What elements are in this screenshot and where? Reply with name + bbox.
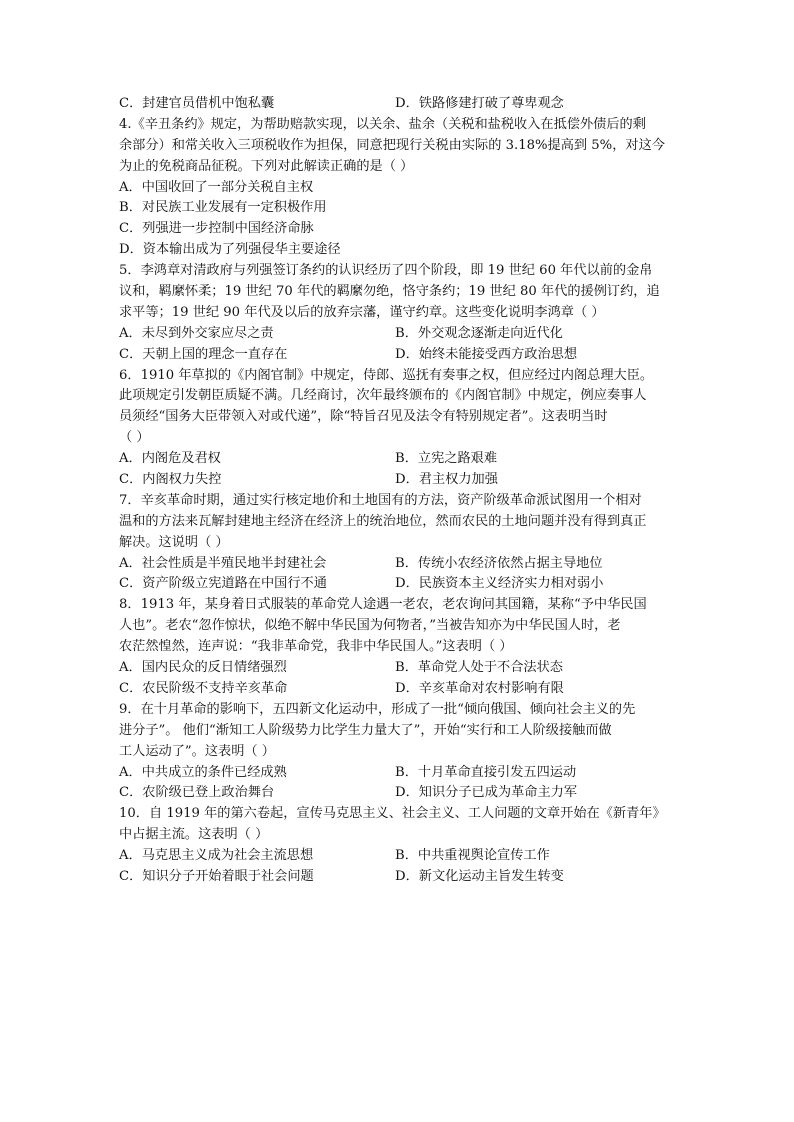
question-9-stem-line: 9．在十月革命的影响下，五四新文化运动中，形成了一批“倾向俄国、倾向社会主义的先 (119, 701, 636, 717)
q8-option-a[interactable]: A．国内民众的反日情绪强烈 (119, 660, 287, 676)
q10-option-b[interactable]: B．中共重视舆论宣传工作 (395, 848, 550, 864)
question-7-stem-line: 7．辛亥革命时期，通过实行核定地价和土地国有的方法，资产阶级革命派试图用一个相对 (119, 492, 642, 508)
q8-option-b[interactable]: B．革命党人处于不合法状态 (395, 660, 563, 676)
question-5-stem-line: 求平等；19 世纪 90 年代及以后的放弃宗藩，谨守约章。这些变化说明李鸿章（ ） (119, 304, 605, 320)
q9-options-cd (119, 783, 693, 804)
q7-options-ab (119, 554, 693, 575)
question-6-stem-line: （ ） (119, 430, 150, 446)
question-7-stem-line: 解决。这说明（ ） (119, 534, 229, 550)
q7-option-a[interactable]: A．社会性质是半殖民地半封建社会 (119, 555, 327, 571)
q10-option-a[interactable]: A．马克思主义成为社会主流思想 (119, 848, 314, 864)
q9-options-ab (119, 763, 693, 784)
q9-option-a[interactable]: A．中共成立的条件已经成熟 (119, 764, 287, 780)
q8-options-ab (119, 658, 693, 679)
question-8-stem-line: 农茫然惶然，连声说：“我非革命党，我非中华民国人。”这表明（ ） (119, 639, 513, 655)
question-7 (119, 491, 693, 595)
q5-option-b[interactable]: B．外交观念逐渐走向近代化 (395, 325, 563, 341)
q3-option-d[interactable]: D．铁路修建打破了尊卑观念 (395, 96, 564, 111)
question-5-stem-line: 议和，羁縻怀柔；19 世纪 70 年代的羁縻勿绝，恪守条约；19 世纪 80 年代的援例订约，追 (119, 284, 660, 300)
q5-options-ab (119, 324, 693, 345)
question-10-stem-line: 中占据主流。这表明（ ） (119, 827, 269, 843)
question-5-stem-line: 5．李鸿章对清政府与列强签订条约的认识经历了四个阶段，即 19 世纪 60 年代以前的金帛 (119, 263, 653, 279)
q7-option-c[interactable]: C．资产阶级立宪道路在中国行不通 (119, 576, 327, 592)
q8-options-cd (119, 679, 693, 700)
q5-options-cd (119, 345, 693, 366)
q7-options-cd (119, 574, 693, 595)
question-6-stem-line: 员须经“国务大臣带领入对或代递”，除“特旨召见及法令有特别规定者”。这表明当时 (119, 409, 608, 425)
question-6-stem-line: 6．1910 年草拟的《内阁官制》中规定，侍郎、巡抚有奏事之权，但应经过内阁总理大臣。 (119, 367, 654, 383)
question-6-stem-line: 此项规定引发朝臣质疑不满。几经商讨，次年最终颁布的《内阁官制》中规定，例应奏事人 (119, 388, 647, 404)
q4-option-c[interactable]: C．列强进一步控制中国经济命脉 (119, 221, 314, 237)
question-6 (119, 366, 693, 491)
q9-option-d[interactable]: D．知识分子已成为革命主力军 (395, 785, 578, 801)
q3-option-c[interactable]: C．封建官员借机中饱私囊 (119, 96, 275, 111)
question-8-stem-line: 人也”。老农“忽作惊状，似绝不解中华民国为何物者，”当被告知亦为中华民国人时，老 (119, 618, 621, 634)
q10-options-cd (119, 867, 693, 888)
question-4-stem-line: 为止的免税商品征税。下列对此解读正确的是（ ） (119, 158, 414, 174)
q6-option-b[interactable]: B．立宪之路艰难 (395, 451, 498, 467)
q7-option-b[interactable]: B．传统小农经济依然占据主导地位 (395, 555, 603, 571)
q7-option-d[interactable]: D．民族资本主义经济实力相对弱小 (395, 576, 604, 592)
question-7-stem-line: 温和的方法来瓦解封建地主经济在经济上的统治地位，然而农民的土地问题并没有得到真正 (119, 513, 647, 529)
question-4-stem-line: 4.《辛丑条约》规定，为帮助赔款实现，以关余、盐余（关税和盐税收入在抵偿外债后的剩 (119, 116, 646, 132)
question-4 (119, 115, 693, 261)
q5-option-a[interactable]: A．未尽到外交家应尽之责 (119, 325, 274, 341)
q8-option-d[interactable]: D．辛亥革命对农村影响有限 (395, 680, 564, 696)
question-5 (119, 261, 693, 365)
q6-option-d[interactable]: D．君主权力加强 (395, 472, 498, 488)
q6-option-a[interactable]: A．内阁危及君权 (119, 451, 221, 467)
question-9-stem-line: 工人运动了”。这表明（ ） (119, 743, 275, 759)
question-4-stem-line: 余部分）和常关收入三项税收作为担保，同意把现行关税由实际的 3.18%提高到 5%，对这今 (119, 137, 665, 153)
q9-option-b[interactable]: B．十月革命直接引发五四运动 (395, 764, 577, 780)
q9-option-c[interactable]: C．农阶级已登上政治舞台 (119, 785, 275, 801)
question-10 (119, 804, 693, 888)
exam-page (119, 94, 693, 888)
q10-option-c[interactable]: C．知识分子开始着眼于社会问题 (119, 868, 314, 884)
question-9 (119, 700, 693, 804)
q8-option-c[interactable]: C．农民阶级不支持辛亥革命 (119, 680, 288, 696)
q6-option-c[interactable]: C．内阁权力失控 (119, 472, 222, 488)
q6-options-cd (119, 470, 693, 491)
q5-option-c[interactable]: C．天朝上国的理念一直存在 (119, 346, 288, 362)
q10-options-ab (119, 846, 693, 867)
q4-option-b[interactable]: B．对民族工业发展有一定积极作用 (119, 200, 327, 216)
q10-option-d[interactable]: D．新文化运动主旨发生转变 (395, 868, 564, 884)
question-9-stem-line: 进分子”。 他们“渐知工人阶级势力比学生力量大了”，开始“实行和工人阶级接触而做 (119, 722, 612, 738)
question-8-stem-line: 8．1913 年，某身着日式服装的革命党人途遇一老农，老农询问其国籍，某称“予中华民国 (119, 597, 647, 613)
q3-options-cd (119, 94, 693, 115)
question-10-stem-line: 10．自 1919 年的第六卷起，宣传马克思主义、社会主义、工人问题的文章开始在《新青年》 (119, 806, 666, 822)
q6-options-ab (119, 449, 693, 470)
q4-option-a[interactable]: A．中国收回了一部分关税自主权 (119, 179, 314, 195)
q5-option-d[interactable]: D．始终未能接受西方政治思想 (395, 346, 578, 362)
q4-option-d[interactable]: D．资本输出成为了列强侵华主要途径 (119, 242, 341, 258)
question-8 (119, 595, 693, 699)
